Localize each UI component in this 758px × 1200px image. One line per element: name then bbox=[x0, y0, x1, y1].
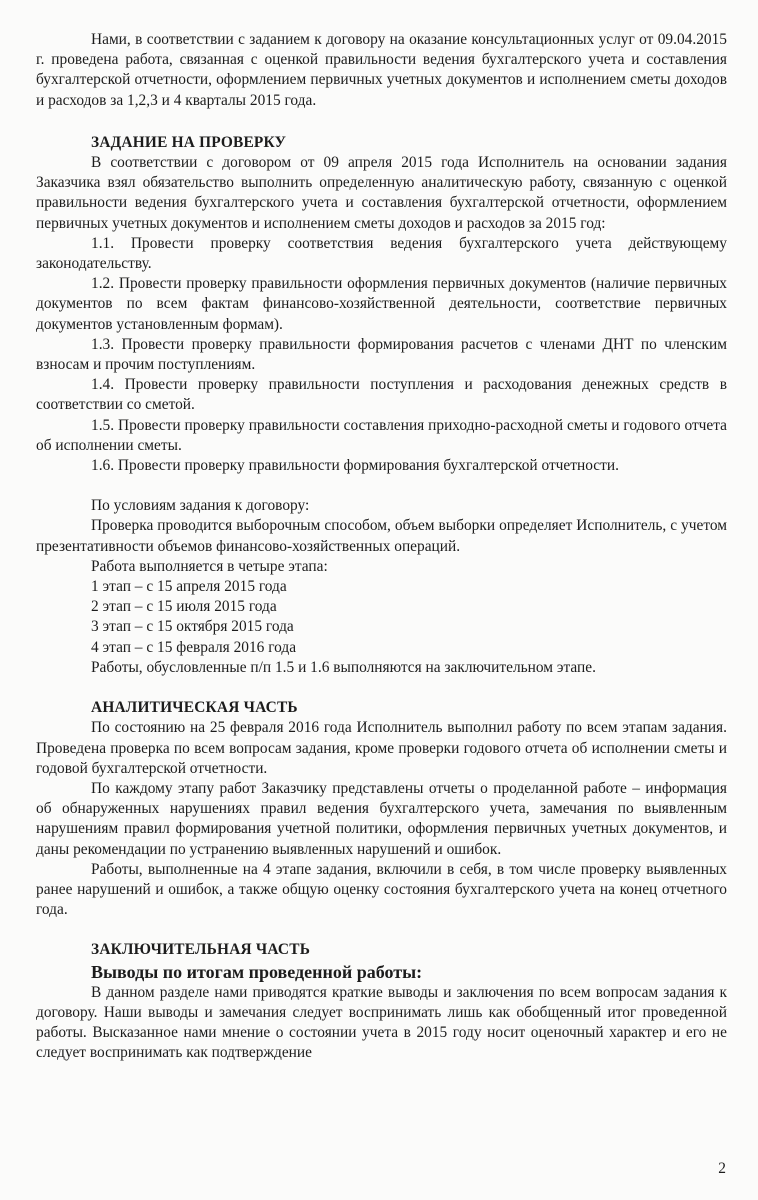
analysis-paragraph-2: По каждому этапу работ Заказчику представлены отчеты о проделанной работе – информация об обнаруженных нарушениях правил ведения бухгалтерского учета, замечания по выявленным нарушениям правил формирования учетной политики, оформления первичных учетных документов, и даны рекомендации по устранению выявленных нарушений и ошибок. bbox=[36, 779, 727, 858]
task-item-1-2: 1.2. Провести проверку правильности оформления первичных документов (наличие первичных документов по всем фактам финансово-хозяйственной деятельности, соответствие первичных документов установленным формам). bbox=[36, 275, 727, 333]
task-paragraph: В соответствии с договором от 09 апреля 2015 года Исполнитель на основании задания Заказчика взял обязательство выполнить определенную аналитическую работу, связанную с оценкой правильности ведения бухгалтерского учета и составления бухгалтерской отчетности, оформлением первичных учетных документов и исполнением сметы доходов и расходов за 2015 год: bbox=[36, 154, 727, 232]
stages-final-note: Работы, обусловленные п/п 1.5 и 1.6 выполняются на заключительном этапе. bbox=[91, 658, 596, 676]
task-item-1-1: 1.1. Провести проверку соответствия ведения бухгалтерского учета действующему законодательству. bbox=[36, 234, 727, 273]
stage-4: 4 этап – с 15 февраля 2016 года bbox=[91, 638, 297, 656]
page-number: 2 bbox=[718, 1160, 726, 1177]
stage-1: 1 этап – с 15 апреля 2015 года bbox=[91, 578, 287, 596]
conclusion-heading: ЗАКЛЮЧИТЕЛЬНАЯ ЧАСТЬ bbox=[91, 941, 311, 959]
conditions-lead: По условиям задания к договору: bbox=[91, 497, 310, 515]
conditions-sampling: Проверка проводится выборочным способом, объем выборки определяет Исполнитель, с учетом презентативности объемов финансово-хозяйственных операций. bbox=[36, 517, 727, 555]
conclusion-subheading: Выводы по итогам проведенной работы: bbox=[91, 961, 423, 982]
stages-lead: Работа выполняется в четыре этапа: bbox=[91, 557, 328, 575]
analysis-heading: АНАЛИТИЧЕСКАЯ ЧАСТЬ bbox=[91, 699, 298, 717]
intro-paragraph: Нами, в соответствии с заданием к договору на оказание консультационных услуг от 09.04.2015 г. проведена работа, связанная с оценкой правильности ведения бухгалтерского учета и составления бухгалтерской отчетности, оформлением первичных учетных документов и исполнением сметы доходов и расходов за 1,2,3 и 4 кварталы 2015 года. bbox=[36, 31, 727, 109]
analysis-paragraph-1: По состоянию на 25 февраля 2016 года Исполнитель выполнил работу по всем этапам задания. Проведена проверка по всем вопросам задания, кроме проверки годового отчета об исполнении сметы и годовой бухгалтерской отчетности. bbox=[36, 719, 727, 777]
task-item-1-5: 1.5. Провести проверку правильности составления приходно-расходной сметы и годового отчета об исполнении сметы. bbox=[36, 416, 727, 454]
stage-3: 3 этап – с 15 октября 2015 года bbox=[91, 618, 294, 636]
document-body bbox=[36, 30, 727, 1063]
task-item-1-4: 1.4. Провести проверку правильности поступления и расходования денежных средств в соответствии со сметой. bbox=[36, 376, 727, 414]
conclusion-paragraph: В данном разделе нами приводятся краткие выводы и заключения по всем вопросам задания к договору. Наши выводы и замечания следует воспринимать лишь как обобщенный итог проведенной работы. Высказанное нами мнение о состоянии учета в 2015 году носит оценочный характер и его не следует воспринимать как подтверждение bbox=[36, 983, 727, 1062]
analysis-paragraph-3: Работы, выполненные на 4 этапе задания, включили в себя, в том числе проверку выявленных ранее нарушений и ошибок, а также общую оценку состояния бухгалтерского учета на конец отчетного года. bbox=[36, 860, 727, 919]
task-item-1-6: 1.6. Провести проверку правильности формирования бухгалтерской отчетности. bbox=[91, 457, 619, 475]
task-heading: ЗАДАНИЕ НА ПРОВЕРКУ bbox=[91, 133, 287, 151]
stage-2: 2 этап – с 15 июля 2015 года bbox=[91, 598, 277, 616]
task-item-1-3: 1.3. Провести проверку правильности формирования расчетов с членами ДНТ по членским взносам и прочим поступлениям. bbox=[36, 335, 727, 374]
